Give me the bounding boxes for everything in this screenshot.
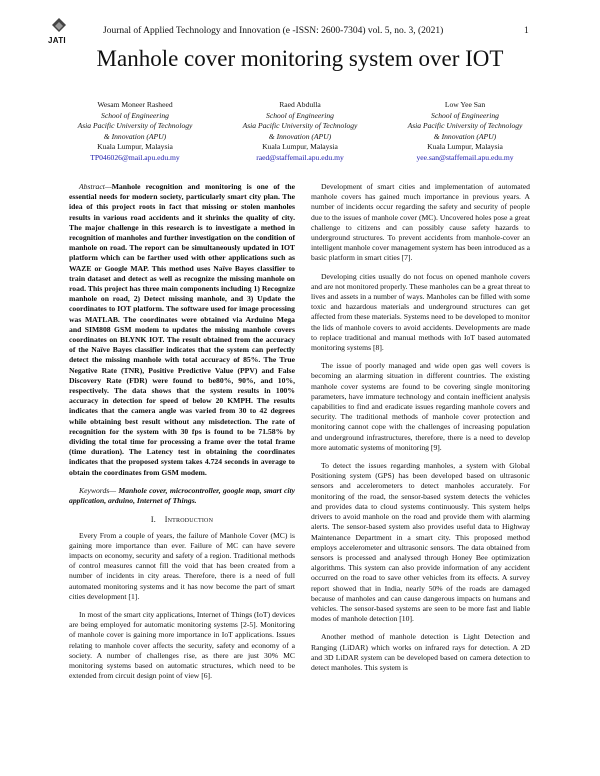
page-header xyxy=(0,18,600,48)
author-university: Asia Pacific University of Technology xyxy=(77,121,193,131)
keywords xyxy=(69,486,295,506)
paragraph: To detect the issues regarding manholes, a system with Global Positioning system (GPS) has been developed based on ultrasonic sensors and accelerometers to detect manholes accurately. For monitoring of the road, the sensor-based system detects the vehicles and provides data to cloud systems continuously. This system helps drivers to avoid manhole on the road and provide them with alarming alerts. The sensor-based system also provides useful data to Highway Maintenance Department in a smart city. This proposed method employs accelerometer and ultrasonic sensors. The data obtained from sensors is processed and analysed through Honey Bee optimization algorithms. This system can also provide information of any accident occurred on the road to save other vehicles from its effects. A survey report showed that in India, nearly 50% of the roads are damaged because of manholes and can cause dangerous impacts on humans and vehicles. The sensor-based systems are seen to be more fast and liable modes of manhole detection [10]. xyxy=(311,461,530,624)
author-city: Kuala Lumpur, Malaysia xyxy=(262,142,338,152)
author-2 xyxy=(215,100,385,164)
author-university-abbr: & Innovation (APU) xyxy=(433,131,497,141)
journal-logo-text: JATI xyxy=(48,36,66,45)
paragraph: Every From a couple of years, the failure of Manhole Cover (MC) is gaining more importance than ever. Failure of MC can have severe impacts on economy, security and safety of a region. Traditional methods of control measures cannot fill the void that has been created from a number of incidents in city areas. Therefore, there is a need of full automated monitoring systems and it has now become the part of smart cities development [1]. xyxy=(69,530,295,601)
author-email[interactable]: yee.san@staffemail.apu.edu.my xyxy=(416,152,514,162)
author-dept: School of Engineering xyxy=(266,110,334,120)
abstract-text: Manhole recognition and monitoring is one of the essential needs for modern society, particularly smart city plan. The idea of this project roots in fact that missing or stolen manholes results in various road accidents and it shrinks the quality of city. The major challenge in this research is to investigate a method in recognition of manholes and further investigation on the condition of manhole on road. The report can be simultaneously updated in IOT platform which can be farther used with other applications such as WAZE or Google MAP. This method uses Naïve Bayes classifier to train dataset and detect as well as recognize the missing manhole on road. This project has three main components including 1) Recognize manhole on road, 2) Detect missing manhole, and 3) Update the coordinates to IOT platform. The software used for image processing was MATLAB. The coordinates were obtained via Arduino Mega and SIM808 GSM modem to updates the missing manhole covers coordinates on BLYNK IOT. The result obtained from the accuracy of the Naïve Bayes classifier indicates that the system can perfectly detect the missing manhole with total accuracy of 85%. The True Negative Rate (TNR), Positive Predictive Value (PPV) and False Discovery Rate (FDR) were found to be80%, 90%, and 10%, respectively. The data shows that the system results in 100% accuracy in detection for speed of below 20 KMPH. The results indicates that the camera angle was varied from 30 to 42 degrees while obtaining best result without any misdetection. The rate of recognition for the system with 30 fps is found to be 71.58% by dividing the total time for processing a frame over the total frame (time duration). The Latency test in obtaining the coordinates indicates that the proposed system takes 4.724 seconds in average to obtain the coordinates from GSM modem. xyxy=(69,182,295,477)
right-column xyxy=(311,182,530,681)
author-name: Raed Abdulla xyxy=(279,100,321,109)
author-university: Asia Pacific University of Technology xyxy=(407,121,523,131)
keywords-label: Keywords— xyxy=(79,485,117,495)
paragraph: The issue of poorly managed and wide open gas well covers is becoming an alarming situation in different countries. The existing manhole cover systems are found to be covering single monitoring parameters, have immature technology and contain inefficient analysis capabilities to find and eradicate issues regarding manhole covers and security. The traditional methods of manhole cover protection and monitoring cannot cope with the challenges of increasing population and underground infrastructures, therefore, there is a need to develop more automatic systems of monitoring [9]. xyxy=(311,361,530,452)
abstract xyxy=(69,182,295,478)
section-heading-introduction xyxy=(69,515,295,525)
abstract-label: Abstract— xyxy=(79,182,112,191)
paragraph: In most of the smart city applications, Internet of Things (IoT) devices are being employed for automatic monitoring systems [2-5]. Monitoring of manhole cover is gaining more importance in IoT applications. Issues relating to manhole cover affects the security, safety and economy of a society. A number of challenges rise, as there are just 30% MC monitoring systems based on automatic structures, which need to be extended from circuit design point of view [6]. xyxy=(69,609,295,681)
page-number: 1 xyxy=(524,26,529,36)
keywords-text: Manhole cover, microcontroller, google map, smart city application, arduino, Internet of Things. xyxy=(69,485,295,506)
author-university-abbr: & Innovation (APU) xyxy=(268,131,332,141)
author-email[interactable]: TP046026@mail.apu.edu.my xyxy=(90,152,180,162)
journal-citation: Journal of Applied Technology and Innovation (e -ISSN: 2600-7304) vol. 5, no. 3, (2021) xyxy=(103,26,444,36)
paragraph: Development of smart cities and implementation of automated manhole covers has gained much importance in previous years. A number of incidents occur regarding the safety and security of people due to the issues of manhole cover (MC). Uncovered holes pose a great challenge to citizens and can possibly cause safety hazards to underground structures. To prevent accidents from manhole-cover an intelligent manhole cover management system has been introduced as a basic platform in smart cities [7]. xyxy=(311,182,530,263)
section-title: Introduction xyxy=(164,515,214,525)
author-city: Kuala Lumpur, Malaysia xyxy=(97,142,173,152)
left-column xyxy=(69,182,295,689)
paragraph: Another method of manhole detection is Light Detection and Ranging (LiDAR) which works on infrared rays for detection. A 2D and 3D LiDAR system can be developed based on camera detection to detect manholes. This system is xyxy=(311,632,530,672)
author-name: Low Yee San xyxy=(444,100,486,109)
paper-title: Manhole cover monitoring system over IOT xyxy=(96,46,504,71)
paragraph: Developing cities usually do not focus on opened manhole covers and are not monitored properly. These manholes can be a great threat to lives and assets in a number of ways. Manholes can be filled with some toxic and hazardous materials and underground structures can get affected from these materials. Systems need to be developed to monitor the lids of manhole covers to avoid accidents. Developments are made to replace traditional and manual methods with IoT based automated monitoring systems [8]. xyxy=(311,271,530,353)
author-dept: School of Engineering xyxy=(101,110,169,120)
author-university: Asia Pacific University of Technology xyxy=(242,121,358,131)
author-city: Kuala Lumpur, Malaysia xyxy=(427,142,503,152)
author-name: Wesam Moneer Rasheed xyxy=(97,100,173,109)
section-number: I. xyxy=(150,515,156,525)
author-1 xyxy=(50,100,220,164)
author-email[interactable]: raed@staffemail.apu.edu.my xyxy=(256,152,344,162)
author-block xyxy=(50,100,550,170)
author-3 xyxy=(380,100,550,164)
author-university-abbr: & Innovation (APU) xyxy=(103,131,167,141)
author-dept: School of Engineering xyxy=(431,110,499,120)
